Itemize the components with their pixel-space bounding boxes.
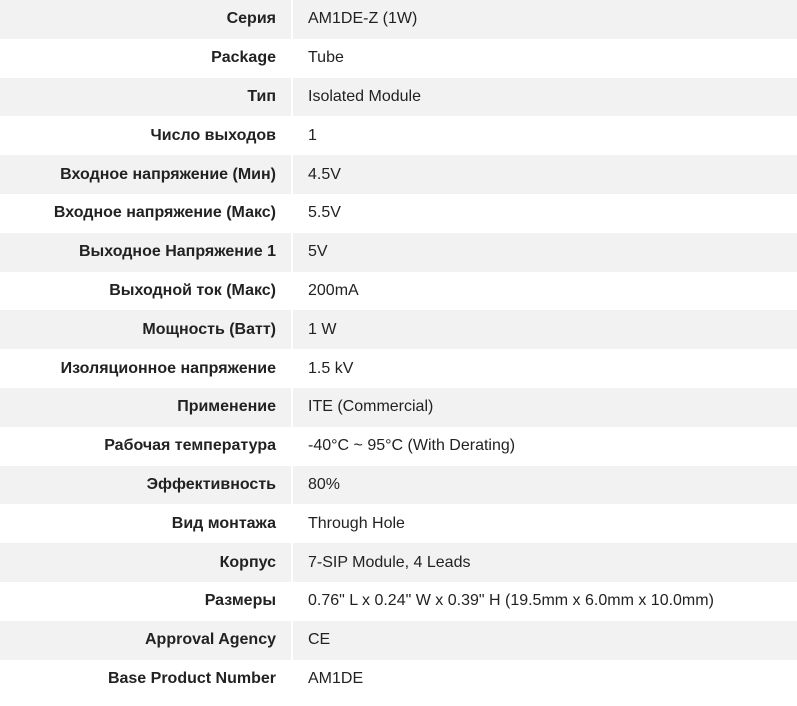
spec-label: Рабочая температура	[0, 427, 292, 466]
spec-value: Tube	[308, 49, 344, 67]
spec-value: CE	[308, 631, 331, 649]
spec-label: Входное напряжение (Макс)	[0, 194, 292, 233]
spec-value: 5V	[308, 243, 328, 261]
spec-label: Вид монтажа	[0, 504, 292, 543]
table-row	[0, 233, 797, 272]
spec-value: 5.5V	[308, 204, 341, 222]
spec-value: 7-SIP Module, 4 Leads	[308, 553, 471, 571]
spec-label: Число выходов	[0, 116, 292, 155]
table-row	[0, 78, 797, 117]
table-row	[0, 582, 797, 621]
table-row	[0, 272, 797, 311]
table-row	[0, 349, 797, 388]
table-row	[0, 427, 797, 466]
table-row	[0, 543, 797, 582]
spec-value: ITE (Commercial)	[308, 398, 434, 416]
table-row	[0, 116, 797, 155]
spec-label: Approval Agency	[0, 621, 292, 660]
spec-label: Входное напряжение (Мин)	[0, 155, 292, 194]
spec-label: Тип	[0, 78, 292, 117]
spec-label: Package	[0, 39, 292, 78]
spec-label: Корпус	[0, 543, 292, 582]
table-row	[0, 194, 797, 233]
spec-label: Серия	[0, 0, 292, 39]
spec-value: 1	[308, 126, 317, 144]
table-row	[0, 504, 797, 543]
spec-value: -40°C ~ 95°C (With Derating)	[308, 437, 516, 455]
spec-label: Выходной ток (Макс)	[0, 272, 292, 311]
table-row	[0, 388, 797, 427]
spec-value: 200mA	[308, 281, 359, 299]
spec-value: 1.5 kV	[308, 359, 354, 377]
spec-label: Мощность (Ватт)	[0, 310, 292, 349]
spec-value: 80%	[308, 475, 341, 493]
spec-value: 0.76" L x 0.24" W x 0.39" H (19.5mm x 6.0mm x 10.0mm)	[308, 592, 714, 610]
spec-label: Base Product Number	[0, 660, 292, 699]
spec-label: Эффективность	[0, 466, 292, 505]
spec-value: Isolated Module	[308, 87, 421, 105]
spec-label: Применение	[0, 388, 292, 427]
spec-value: 1 W	[308, 320, 337, 338]
spec-value: AM1DE-Z (1W)	[308, 10, 418, 28]
spec-label: Размеры	[0, 582, 292, 621]
spec-value: AM1DE	[308, 669, 364, 687]
table-row	[0, 0, 797, 39]
spec-value: Through Hole	[308, 514, 405, 532]
table-row	[0, 39, 797, 78]
spec-value: 4.5V	[308, 165, 341, 183]
spec-label: Выходное Напряжение 1	[0, 233, 292, 272]
table-row	[0, 466, 797, 505]
table-row	[0, 660, 797, 699]
table-row	[0, 155, 797, 194]
spec-label: Изоляционное напряжение	[0, 349, 292, 388]
table-row	[0, 621, 797, 660]
table-row	[0, 310, 797, 349]
